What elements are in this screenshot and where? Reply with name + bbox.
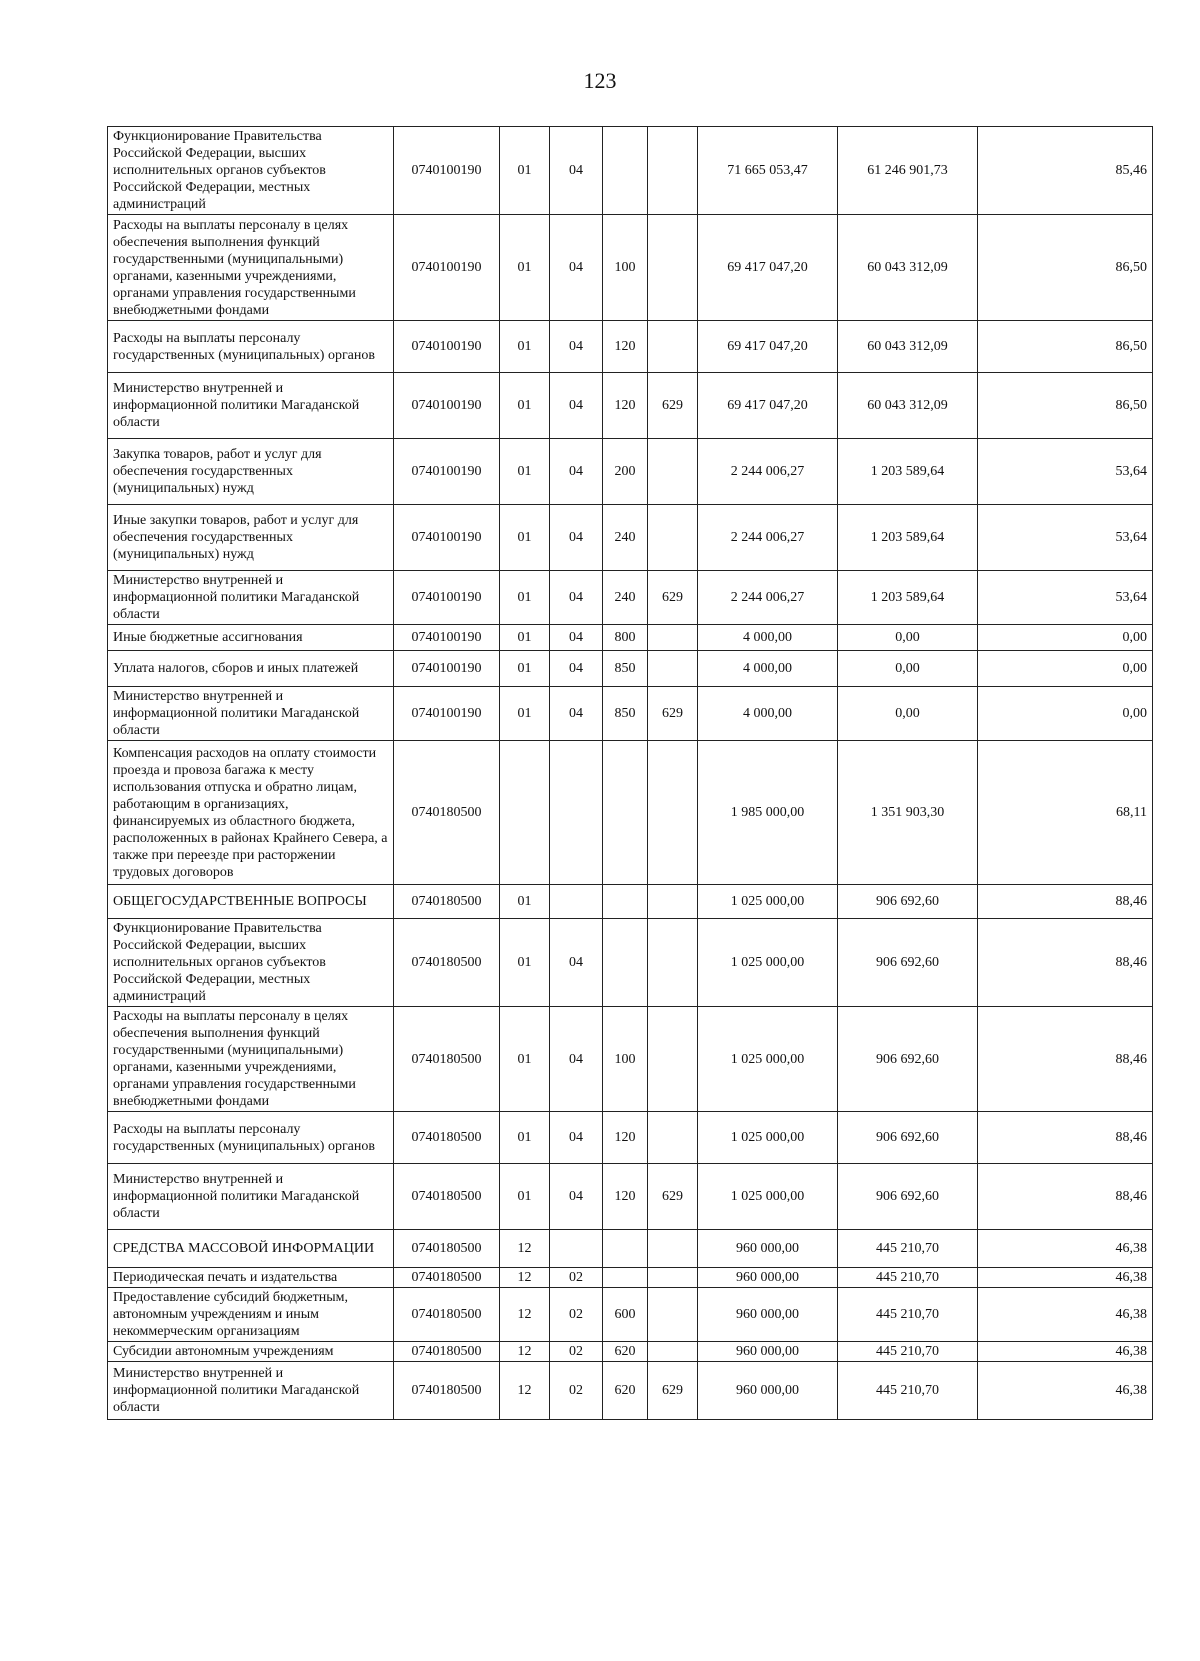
cell-plan: 4 000,00	[698, 625, 838, 651]
cell-percent: 88,46	[978, 1112, 1153, 1164]
cell-name: Расходы на выплаты персоналу в целях обеспечения выполнения функций государственными (муниципальными) органами, казенными учреждениями, органами управления государственными внебюджетными фондами	[108, 215, 394, 321]
cell-grbs	[648, 919, 698, 1007]
cell-rz	[500, 741, 550, 885]
cell-percent: 46,38	[978, 1362, 1153, 1420]
cell-pr: 02	[550, 1288, 603, 1342]
cell-plan: 2 244 006,27	[698, 571, 838, 625]
table-row	[108, 1007, 1153, 1112]
cell-grbs: 629	[648, 373, 698, 439]
cell-grbs	[648, 1268, 698, 1288]
cell-plan: 69 417 047,20	[698, 373, 838, 439]
table-body	[108, 127, 1153, 1420]
cell-vr: 850	[603, 687, 648, 741]
table-row	[108, 373, 1153, 439]
cell-csr: 0740100190	[394, 439, 500, 505]
cell-name: Иные бюджетные ассигнования	[108, 625, 394, 651]
cell-grbs	[648, 651, 698, 687]
cell-percent: 0,00	[978, 687, 1153, 741]
cell-csr: 0740180500	[394, 1362, 500, 1420]
cell-plan: 2 244 006,27	[698, 439, 838, 505]
cell-vr	[603, 1230, 648, 1268]
table-row	[108, 1164, 1153, 1230]
cell-rz: 01	[500, 1164, 550, 1230]
cell-rz: 01	[500, 1112, 550, 1164]
cell-name: Функционирование Правительства Российской Федерации, высших исполнительных органов субъектов Российской Федерации, местных администраций	[108, 127, 394, 215]
table-row	[108, 215, 1153, 321]
cell-rz: 01	[500, 505, 550, 571]
cell-fact: 445 210,70	[838, 1342, 978, 1362]
cell-plan: 4 000,00	[698, 687, 838, 741]
cell-grbs: 629	[648, 687, 698, 741]
table-row	[108, 651, 1153, 687]
cell-vr	[603, 919, 648, 1007]
page-number: 123	[583, 68, 617, 93]
table-row	[108, 1268, 1153, 1288]
cell-grbs	[648, 741, 698, 885]
cell-pr: 04	[550, 687, 603, 741]
cell-name: Министерство внутренней и информационной политики Магаданской области	[108, 1362, 394, 1420]
cell-csr: 0740100190	[394, 687, 500, 741]
cell-grbs	[648, 885, 698, 919]
table-row	[108, 919, 1153, 1007]
cell-csr: 0740100190	[394, 321, 500, 373]
cell-grbs	[648, 1288, 698, 1342]
cell-percent: 53,64	[978, 571, 1153, 625]
cell-percent: 85,46	[978, 127, 1153, 215]
cell-vr: 620	[603, 1362, 648, 1420]
cell-vr: 120	[603, 1164, 648, 1230]
cell-rz: 12	[500, 1268, 550, 1288]
cell-fact: 60 043 312,09	[838, 215, 978, 321]
cell-name: Министерство внутренней и информационной политики Магаданской области	[108, 1164, 394, 1230]
cell-vr	[603, 1268, 648, 1288]
cell-rz: 01	[500, 215, 550, 321]
cell-csr: 0740180500	[394, 1164, 500, 1230]
cell-pr: 04	[550, 321, 603, 373]
cell-pr: 04	[550, 1164, 603, 1230]
cell-percent: 46,38	[978, 1342, 1153, 1362]
cell-vr	[603, 127, 648, 215]
cell-percent: 88,46	[978, 1164, 1153, 1230]
cell-name: СРЕДСТВА МАССОВОЙ ИНФОРМАЦИИ	[108, 1230, 394, 1268]
cell-percent: 86,50	[978, 215, 1153, 321]
cell-plan: 1 025 000,00	[698, 1164, 838, 1230]
cell-vr: 620	[603, 1342, 648, 1362]
cell-grbs	[648, 127, 698, 215]
cell-fact: 906 692,60	[838, 1164, 978, 1230]
cell-pr	[550, 885, 603, 919]
cell-pr: 02	[550, 1362, 603, 1420]
cell-fact: 445 210,70	[838, 1230, 978, 1268]
cell-vr: 200	[603, 439, 648, 505]
cell-pr: 04	[550, 571, 603, 625]
cell-pr: 04	[550, 625, 603, 651]
cell-name: Функционирование Правительства Российской Федерации, высших исполнительных органов субъектов Российской Федерации, местных администраций	[108, 919, 394, 1007]
cell-csr: 0740100190	[394, 651, 500, 687]
cell-name: Иные закупки товаров, работ и услуг для обеспечения государственных (муниципальных) нужд	[108, 505, 394, 571]
cell-rz: 01	[500, 321, 550, 373]
cell-csr: 0740180500	[394, 1342, 500, 1362]
table-row	[108, 1112, 1153, 1164]
cell-percent: 86,50	[978, 321, 1153, 373]
cell-vr: 120	[603, 321, 648, 373]
cell-csr: 0740100190	[394, 373, 500, 439]
cell-rz: 01	[500, 651, 550, 687]
cell-grbs: 629	[648, 1164, 698, 1230]
table-row	[108, 439, 1153, 505]
cell-name: Министерство внутренней и информационной политики Магаданской области	[108, 687, 394, 741]
cell-fact: 445 210,70	[838, 1268, 978, 1288]
cell-name: Предоставление субсидий бюджетным, автономным учреждениям и иным некоммерческим организациям	[108, 1288, 394, 1342]
cell-fact: 906 692,60	[838, 919, 978, 1007]
cell-fact: 906 692,60	[838, 885, 978, 919]
cell-csr: 0740180500	[394, 919, 500, 1007]
cell-name: Периодическая печать и издательства	[108, 1268, 394, 1288]
cell-percent: 88,46	[978, 885, 1153, 919]
cell-csr: 0740100190	[394, 505, 500, 571]
cell-percent: 0,00	[978, 625, 1153, 651]
cell-pr: 02	[550, 1268, 603, 1288]
cell-percent: 53,64	[978, 439, 1153, 505]
cell-percent: 88,46	[978, 919, 1153, 1007]
cell-vr: 100	[603, 1007, 648, 1112]
budget-table	[107, 126, 1153, 1420]
cell-percent: 68,11	[978, 741, 1153, 885]
cell-fact: 61 246 901,73	[838, 127, 978, 215]
cell-plan: 4 000,00	[698, 651, 838, 687]
cell-rz: 01	[500, 687, 550, 741]
cell-pr: 04	[550, 1112, 603, 1164]
cell-name: Расходы на выплаты персоналу государственных (муниципальных) органов	[108, 321, 394, 373]
cell-plan: 960 000,00	[698, 1362, 838, 1420]
cell-rz: 01	[500, 1007, 550, 1112]
cell-fact: 60 043 312,09	[838, 321, 978, 373]
cell-fact: 0,00	[838, 625, 978, 651]
cell-csr: 0740100190	[394, 571, 500, 625]
cell-vr: 240	[603, 505, 648, 571]
cell-percent: 46,38	[978, 1230, 1153, 1268]
cell-vr: 120	[603, 1112, 648, 1164]
cell-grbs: 629	[648, 1362, 698, 1420]
cell-csr: 0740100190	[394, 127, 500, 215]
cell-plan: 1 025 000,00	[698, 919, 838, 1007]
cell-grbs	[648, 1230, 698, 1268]
cell-pr	[550, 1230, 603, 1268]
cell-name: Субсидии автономным учреждениям	[108, 1342, 394, 1362]
cell-fact: 1 203 589,64	[838, 439, 978, 505]
cell-csr: 0740180500	[394, 1007, 500, 1112]
cell-plan: 1 985 000,00	[698, 741, 838, 885]
cell-rz: 01	[500, 571, 550, 625]
cell-plan: 960 000,00	[698, 1230, 838, 1268]
cell-plan: 960 000,00	[698, 1342, 838, 1362]
cell-plan: 1 025 000,00	[698, 885, 838, 919]
cell-pr: 04	[550, 439, 603, 505]
cell-vr: 240	[603, 571, 648, 625]
table-row	[108, 505, 1153, 571]
cell-pr: 04	[550, 215, 603, 321]
cell-rz: 01	[500, 439, 550, 505]
cell-fact: 445 210,70	[838, 1288, 978, 1342]
cell-pr	[550, 741, 603, 885]
cell-grbs	[648, 1007, 698, 1112]
cell-pr: 04	[550, 651, 603, 687]
cell-pr: 04	[550, 127, 603, 215]
cell-name: Расходы на выплаты персоналу государственных (муниципальных) органов	[108, 1112, 394, 1164]
table-row	[108, 1288, 1153, 1342]
cell-plan: 1 025 000,00	[698, 1112, 838, 1164]
cell-plan: 71 665 053,47	[698, 127, 838, 215]
cell-pr: 04	[550, 919, 603, 1007]
cell-fact: 906 692,60	[838, 1007, 978, 1112]
cell-csr: 0740180500	[394, 1112, 500, 1164]
cell-percent: 46,38	[978, 1288, 1153, 1342]
cell-name: Закупка товаров, работ и услуг для обеспечения государственных (муниципальных) нужд	[108, 439, 394, 505]
cell-percent: 53,64	[978, 505, 1153, 571]
cell-csr: 0740180500	[394, 1268, 500, 1288]
cell-csr: 0740100190	[394, 215, 500, 321]
cell-fact: 1 203 589,64	[838, 571, 978, 625]
cell-fact: 60 043 312,09	[838, 373, 978, 439]
cell-csr: 0740180500	[394, 885, 500, 919]
cell-grbs	[648, 1342, 698, 1362]
cell-percent: 88,46	[978, 1007, 1153, 1112]
cell-percent: 0,00	[978, 651, 1153, 687]
cell-plan: 960 000,00	[698, 1288, 838, 1342]
cell-plan: 960 000,00	[698, 1268, 838, 1288]
cell-fact: 0,00	[838, 651, 978, 687]
cell-rz: 12	[500, 1362, 550, 1420]
cell-csr: 0740180500	[394, 1288, 500, 1342]
cell-rz: 12	[500, 1288, 550, 1342]
cell-rz: 12	[500, 1230, 550, 1268]
cell-grbs	[648, 505, 698, 571]
cell-vr: 800	[603, 625, 648, 651]
cell-percent: 86,50	[978, 373, 1153, 439]
cell-name: Министерство внутренней и информационной политики Магаданской области	[108, 373, 394, 439]
cell-name: Расходы на выплаты персоналу в целях обеспечения выполнения функций государственными (муниципальными) органами, казенными учреждениями, органами управления государственными внебюджетными фондами	[108, 1007, 394, 1112]
table-row	[108, 321, 1153, 373]
table-row	[108, 127, 1153, 215]
table-row	[108, 1342, 1153, 1362]
table-row	[108, 687, 1153, 741]
cell-fact: 906 692,60	[838, 1112, 978, 1164]
cell-pr: 04	[550, 505, 603, 571]
cell-percent: 46,38	[978, 1268, 1153, 1288]
cell-rz: 01	[500, 919, 550, 1007]
cell-pr: 04	[550, 373, 603, 439]
cell-vr	[603, 741, 648, 885]
cell-fact: 1 351 903,30	[838, 741, 978, 885]
table-row	[108, 1362, 1153, 1420]
cell-vr: 600	[603, 1288, 648, 1342]
cell-fact: 1 203 589,64	[838, 505, 978, 571]
cell-plan: 69 417 047,20	[698, 215, 838, 321]
cell-name: ОБЩЕГОСУДАРСТВЕННЫЕ ВОПРОСЫ	[108, 885, 394, 919]
cell-fact: 445 210,70	[838, 1362, 978, 1420]
cell-name: Министерство внутренней и информационной политики Магаданской области	[108, 571, 394, 625]
table-row	[108, 885, 1153, 919]
cell-grbs	[648, 625, 698, 651]
cell-csr: 0740180500	[394, 741, 500, 885]
cell-rz: 12	[500, 1342, 550, 1362]
cell-plan: 2 244 006,27	[698, 505, 838, 571]
table-row	[108, 571, 1153, 625]
cell-vr: 100	[603, 215, 648, 321]
cell-grbs	[648, 439, 698, 505]
cell-vr: 120	[603, 373, 648, 439]
cell-pr: 02	[550, 1342, 603, 1362]
cell-rz: 01	[500, 885, 550, 919]
cell-name: Уплата налогов, сборов и иных платежей	[108, 651, 394, 687]
cell-pr: 04	[550, 1007, 603, 1112]
cell-rz: 01	[500, 625, 550, 651]
cell-plan: 69 417 047,20	[698, 321, 838, 373]
cell-grbs	[648, 321, 698, 373]
cell-rz: 01	[500, 373, 550, 439]
cell-plan: 1 025 000,00	[698, 1007, 838, 1112]
table-row	[108, 625, 1153, 651]
cell-fact: 0,00	[838, 687, 978, 741]
cell-grbs	[648, 215, 698, 321]
cell-name: Компенсация расходов на оплату стоимости проезда и провоза багажа к месту использования отпуска и обратно лицам, работающим в организациях, финансируемых из областного бюджета, расположенных в районах Крайнего Севера, а также при переезде при расторжении трудовых договоров	[108, 741, 394, 885]
cell-rz: 01	[500, 127, 550, 215]
cell-csr: 0740180500	[394, 1230, 500, 1268]
cell-grbs: 629	[648, 571, 698, 625]
cell-vr: 850	[603, 651, 648, 687]
cell-vr	[603, 885, 648, 919]
cell-csr: 0740100190	[394, 625, 500, 651]
table-row	[108, 741, 1153, 885]
cell-grbs	[648, 1112, 698, 1164]
table-row	[108, 1230, 1153, 1268]
